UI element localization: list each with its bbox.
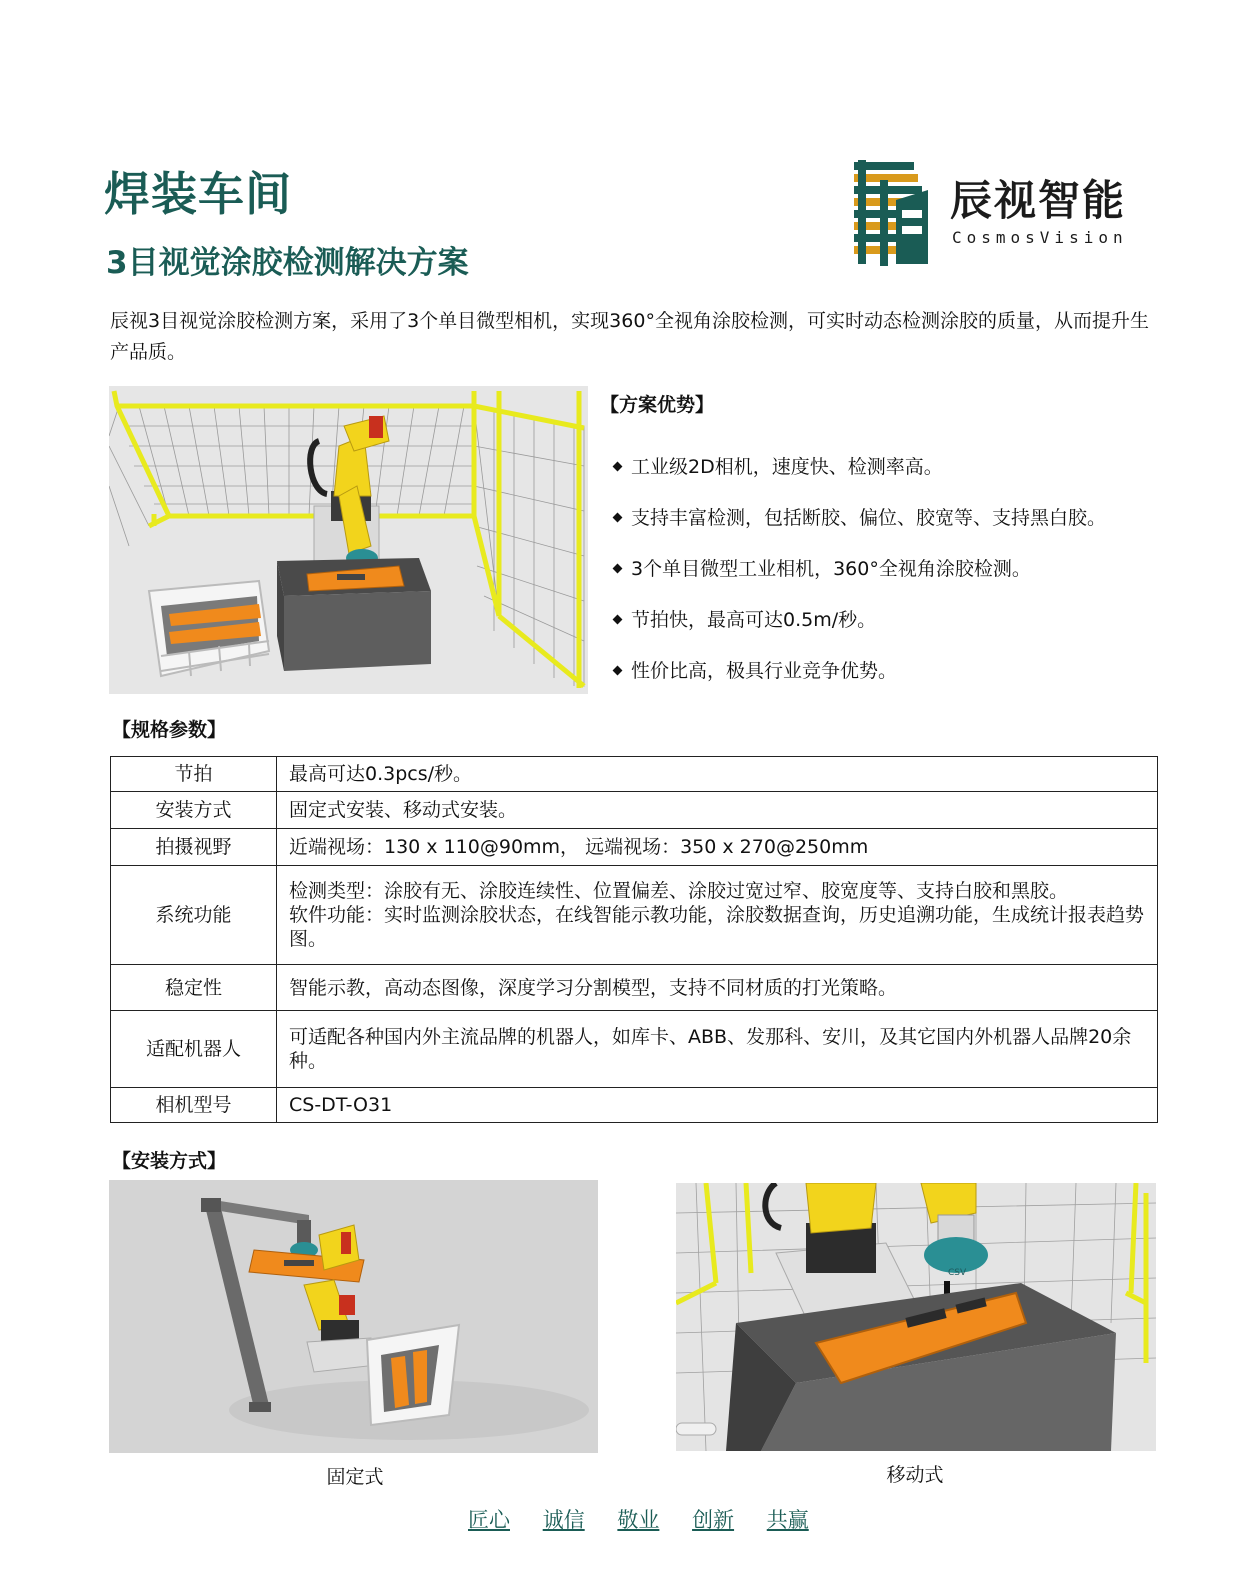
mobile-install-caption: 移动式 bbox=[886, 1464, 944, 1486]
spec-key: 安装方式 bbox=[111, 792, 277, 829]
footer-value: 创新 bbox=[692, 1508, 735, 1532]
spec-value: 智能示教，高动态图像，深度学习分割模型，支持不同材质的打光策略。 bbox=[277, 965, 1158, 1011]
mobile-install-illustration bbox=[676, 1183, 1156, 1451]
spec-value-line: 检测类型：涂胶有无、涂胶连续性、位置偏差、涂胶过宽过窄、胶宽度等、支持白胶和黑胶。 bbox=[289, 880, 1069, 902]
spec-value: 近端视场：130 x 110@90mm， 远端视场：350 x 270@250mm bbox=[277, 829, 1158, 866]
spec-value: 固定式安装、移动式安装。 bbox=[277, 792, 1158, 829]
logo-english-name: CosmosVision bbox=[952, 228, 1128, 247]
bullet-diamond-icon bbox=[613, 462, 623, 472]
list-item: 节拍快，最高可达0.5m/秒。 bbox=[614, 606, 1174, 657]
camera-label: CSV bbox=[948, 1268, 967, 1278]
robot-cell-illustration bbox=[109, 386, 588, 694]
spec-key: 相机型号 bbox=[111, 1088, 277, 1123]
spec-key: 适配机器人 bbox=[111, 1011, 277, 1088]
spec-key: 稳定性 bbox=[111, 965, 277, 1011]
spec-value-line: 软件功能：实时监测涂胶状态，在线智能示教功能，涂胶数据查询，历史追溯功能，生成统计报表趋势图。 bbox=[289, 904, 1145, 950]
bullet-diamond-icon bbox=[613, 513, 623, 523]
fixed-install-illustration bbox=[109, 1180, 598, 1453]
list-item: 支持丰富检测，包括断胶、偏位、胶宽等、支持黑白胶。 bbox=[614, 504, 1174, 555]
footer-value: 敬业 bbox=[617, 1508, 660, 1532]
list-item: 3个单目微型工业相机，360°全视角涂胶检测。 bbox=[614, 555, 1174, 606]
logo-building-icon bbox=[852, 160, 942, 268]
table-row bbox=[111, 1088, 1158, 1123]
bullet-diamond-icon bbox=[613, 564, 623, 574]
advantages-heading: 【方案优势】 bbox=[600, 394, 715, 416]
spec-value: CS-DT-O31 bbox=[277, 1088, 1158, 1123]
table-row bbox=[111, 866, 1158, 965]
bullet-diamond-icon bbox=[613, 666, 623, 676]
spec-value bbox=[277, 866, 1158, 965]
advantages-list bbox=[614, 453, 1174, 708]
install-heading: 【安装方式】 bbox=[112, 1150, 227, 1172]
spec-key: 节拍 bbox=[111, 757, 277, 792]
footer-value: 匠心 bbox=[468, 1508, 510, 1532]
table-row bbox=[111, 792, 1158, 829]
logo-chinese-name: 辰视智能 bbox=[950, 176, 1127, 225]
table-row bbox=[111, 965, 1158, 1011]
spec-table bbox=[110, 756, 1158, 1123]
page-title: 焊装车间 bbox=[104, 167, 292, 221]
spec-value: 最高可达0.3pcs/秒。 bbox=[277, 757, 1158, 792]
table-row bbox=[111, 757, 1158, 792]
spec-key: 拍摄视野 bbox=[111, 829, 277, 866]
list-item: 工业级2D相机，速度快、检测率高。 bbox=[614, 453, 1174, 504]
intro-paragraph: 辰视3目视觉涂胶检测方案，采用了3个单目微型相机，实现360°全视角涂胶检测，可实时动态检测涂胶的质量，从而提升生产品质。 bbox=[110, 310, 1149, 363]
table-row bbox=[111, 1011, 1158, 1088]
list-item: 性价比高，极具行业竞争优势。 bbox=[614, 657, 1174, 708]
page-subtitle: 3目视觉涂胶检测解决方案 bbox=[106, 245, 469, 281]
spec-value: 可适配各种国内外主流品牌的机器人，如库卡、ABB、发那科、安川，及其它国内外机器人品牌20余种。 bbox=[277, 1011, 1158, 1088]
spec-key: 系统功能 bbox=[111, 866, 277, 965]
footer-value: 诚信 bbox=[542, 1508, 585, 1532]
company-logo bbox=[852, 160, 1152, 268]
specs-heading: 【规格参数】 bbox=[112, 719, 227, 741]
fixed-install-caption: 固定式 bbox=[326, 1466, 384, 1488]
footer-values bbox=[468, 1504, 835, 1534]
table-row bbox=[111, 829, 1158, 866]
bullet-diamond-icon bbox=[613, 615, 623, 625]
footer-value: 共赢 bbox=[766, 1508, 809, 1532]
